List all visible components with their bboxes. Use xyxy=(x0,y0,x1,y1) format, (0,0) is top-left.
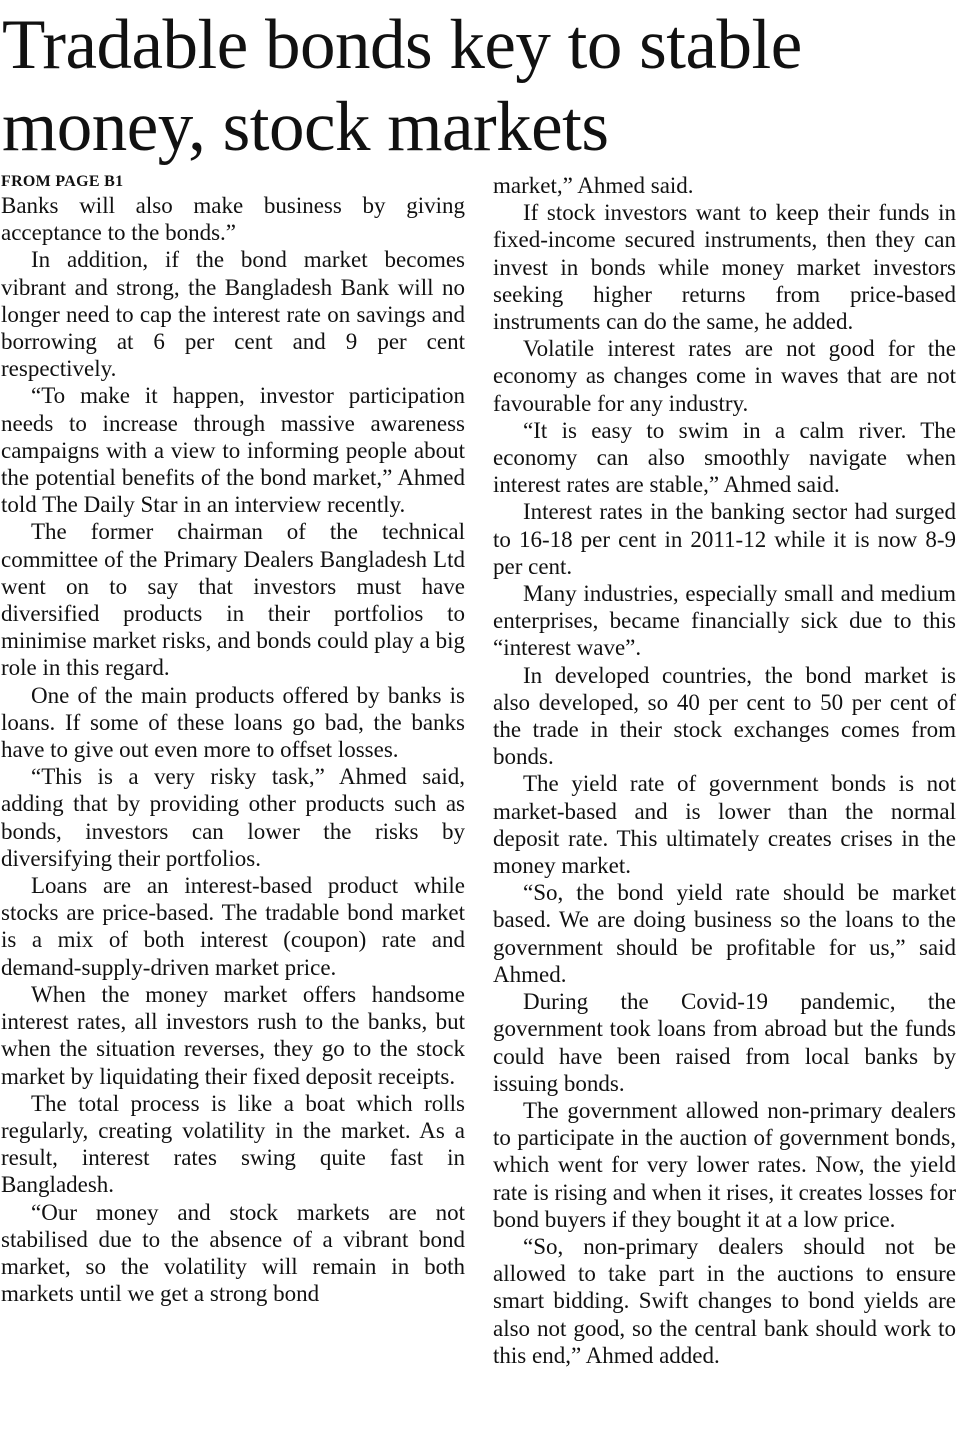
paragraph: “It is easy to swim in a calm river. The economy can also smoothly navigate when interest rates are stable,” Ahmed said. xyxy=(493,417,956,498)
paragraph: Many industries, especially small and medium enterprises, became financially sick due to this “interest wave”. xyxy=(493,581,956,661)
article-column-left xyxy=(1,172,465,1307)
paragraph: The yield rate of government bonds is not market-based and is lower than the normal deposit rate. This ultimately creates crises in the money market. xyxy=(493,771,956,879)
paragraph: Loans are an interest-based product while stocks are price-based. The tradable bond market is a mix of both interest (coupon) rate and demand-supply-driven market price. xyxy=(1,873,465,980)
paragraph: In addition, if the bond market becomes vibrant and strong, the Bangladesh Bank will no longer need to cap the interest rate on savings and borrowing at 6 per cent and 9 per cent respectively. xyxy=(1,247,465,382)
paragraph: The former chairman of the technical committee of the Primary Dealers Bangladesh Ltd went on to say that investors must have diversified products in their portfolios to minimise market risks, and bonds could play a big role in this regard. xyxy=(1,519,465,681)
paragraph: Banks will also make business by giving acceptance to the bonds.” xyxy=(1,193,465,246)
article-headline: Tradable bonds key to stable money, stock markets xyxy=(2,6,802,166)
paragraph: “To make it happen, investor participation needs to increase through massive awareness campaigns with a view to informing people about the potential benefits of the bond market,” Ahmed told The Daily Star in an interview recently. xyxy=(1,383,465,518)
paragraph: market,” Ahmed said. xyxy=(493,173,694,198)
paragraph: “So, the bond yield rate should be market based. We are doing business so the loans to the government should be profitable for us,” said Ahmed. xyxy=(493,880,956,987)
paragraph: In developed countries, the bond market is also developed, so 40 per cent to 50 per cent of the trade in their stock exchanges comes from bonds. xyxy=(493,662,956,770)
paragraph: “So, non-primary dealers should not be allowed to take part in the auctions to ensure smart bidding. Swift changes to bond yields are also not good, so the central bank should work to this end,” Ahmed added. xyxy=(493,1233,956,1368)
paragraph: “This is a very risky task,” Ahmed said, adding that by providing other products such as bonds, investors can lower the risks by diversifying their portfolios. xyxy=(1,764,465,871)
article-column-right xyxy=(493,172,956,1369)
paragraph: Interest rates in the banking sector had surged to 16-18 per cent in 2011-12 while it is now 8-9 per cent. xyxy=(493,499,956,579)
paragraph: One of the main products offered by banks is loans. If some of these loans go bad, the banks have to give out even more to offset losses. xyxy=(1,682,465,763)
paragraph: If stock investors want to keep their funds in fixed-income secured instruments, then they can invest in bonds while money market investors seeking higher returns from price-based instruments can do the same, he added. xyxy=(493,200,956,335)
paragraph: The total process is like a boat which rolls regularly, creating volatility in the market. As a result, interest rates swing quite fast in Bangladesh. xyxy=(1,1090,465,1198)
continued-from-label: FROM PAGE B1 xyxy=(1,173,124,190)
paragraph: During the Covid-19 pandemic, the government took loans from abroad but the funds could have been raised from local banks by issuing bonds. xyxy=(493,989,956,1096)
paragraph: “Our money and stock markets are not stabilised due to the absence of a vibrant bond market, so the volatility will remain in both markets until we get a strong bond xyxy=(1,1199,465,1307)
paragraph: When the money market offers handsome interest rates, all investors rush to the banks, but when the situation reverses, they go to the stock market by liquidating their fixed deposit receipts. xyxy=(1,981,465,1089)
paragraph: Volatile interest rates are not good for the economy as changes come in waves that are not favourable for any industry. xyxy=(493,336,956,416)
paragraph: The government allowed non-primary dealers to participate in the auction of government bonds, which went for very lower rates. Now, the yield rate is rising and when it rises, it creates losses for bond buyers if they bought it at a low price. xyxy=(493,1097,956,1232)
